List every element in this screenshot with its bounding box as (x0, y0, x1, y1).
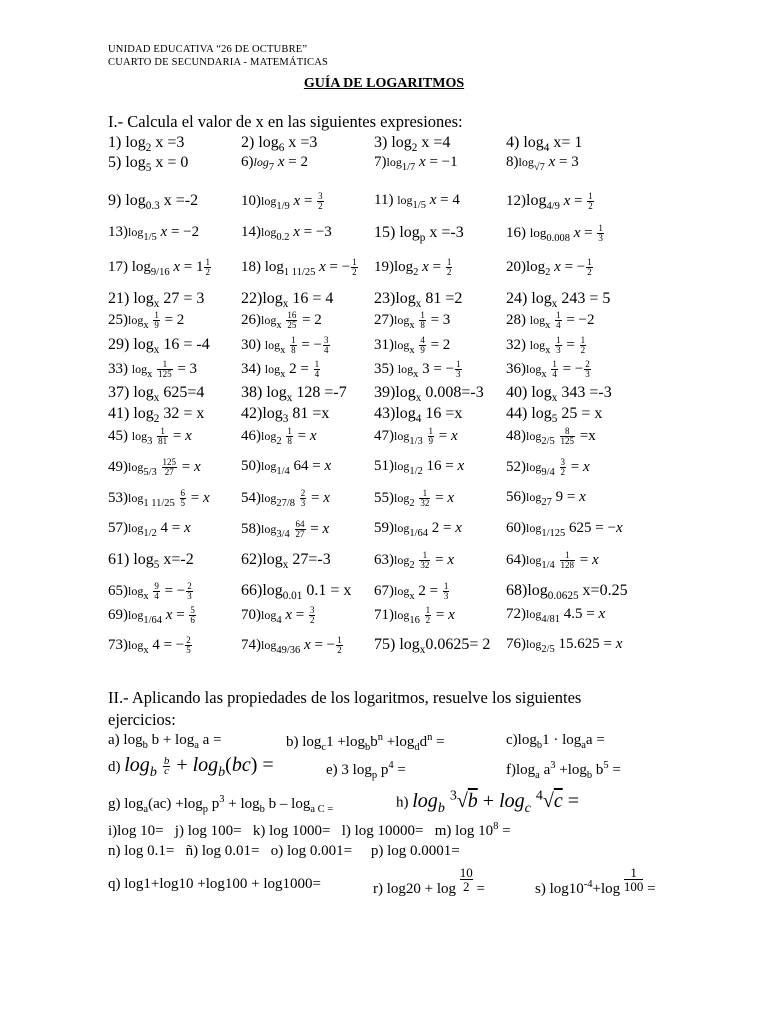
exercise-10: $10)\log_{1/9}$ x = $\frac{3}{2}$ (241, 191, 323, 212)
exercise-30: 30) $\log_x$ $\frac{1}{8}$ = − $\frac{3}{4}$ (241, 335, 329, 356)
exercise-67: $67)\log_x$ 2 = $\frac{1}{3}$ (374, 581, 449, 602)
exercise-7: $7)\log_{1/7}$ x = −1 (374, 154, 458, 173)
exercise-73: $73)\log_x$ 4 = − $\frac{2}{5}$ (108, 635, 191, 656)
exercise-24: 24) $\log_x 243 = 5$ (506, 290, 611, 311)
exercise-h: h) $\log_b ^3√b + \log_c ^4√c$ = (396, 788, 580, 816)
exercise-f: $f)\log_a$ $a^3 +\log_b$ $b^5$ = (506, 760, 621, 781)
exercise-45: 45) $\log_3$ $\frac{1}{81}$ = x (108, 426, 192, 447)
exercise-9: 9) $\log_{0.3} x =-2$ (108, 192, 199, 213)
exercise-5: 5) $\log_5 x = 0$ (108, 154, 189, 175)
exercise-58: $58)\log_{3/4}$ $\frac{64}{27}$ = x (241, 519, 330, 540)
exercise-16: 16) $\log_{0.008} x$ = $\frac{1}{3}$ (506, 223, 603, 244)
course-name: CUARTO DE SECUNDARIA - MATEMÁTICAS (108, 57, 329, 68)
exercise-18: 18) $\log_{1 11/25} x$ = − $\frac{1}{2}$ (241, 257, 357, 278)
exercise-32: 32) $\log_x$ $\frac{1}{3}$ = $\frac{1}{2}$ (506, 335, 586, 356)
exercise-13: $13)\log_{1/5}$ x = −2 (108, 224, 200, 243)
exercise-55: $55)\log_2$ $\frac{1}{32}$ = x (374, 488, 454, 509)
exercise-q: q) log1+log10 +log100 + log1000= (108, 876, 322, 892)
exercise-71: $71)\log_{16}$ $\frac{1}{2}$ = x (374, 605, 455, 626)
exercise-1: 1) $\log_2 x =3$ (108, 134, 185, 155)
exercise-41: 41) $\log_2 32 = x$ (108, 405, 205, 426)
exercise-38: 38) $\log_x 128 =-7$ (241, 384, 347, 405)
exercise-60: $60)\log_{1/125}$ 625 = −x (506, 520, 623, 539)
exercise-31: $31)\log_x$ $\frac{4}{9}$ = 2 (374, 335, 451, 356)
exercise-17: 17) $\log_{9/16} x = 1$ $\frac{1}{2}$ (108, 257, 210, 278)
exercise-d: d) $\log_b$ $\frac{b}{c}$ + $\log_b(bc)$ = (108, 754, 274, 780)
exercise-39: $39)\log_x$ 0.008=-3 (374, 384, 484, 405)
exercise-a: a) $\log_b b + \log_a a$ = (108, 732, 222, 751)
exercise-line-gh (108, 788, 580, 816)
exercise-52: $52)\log_{9/4}$ $\frac{3}{2}$ = x (506, 457, 590, 478)
exercise-69: $69)\log_{1/64}$ x = $\frac{5}{6}$ (108, 605, 195, 626)
exercise-48: $48)\log_{2/5}$ $\frac{8}{125}$ =x (506, 426, 596, 447)
exercise-37: 37) $\log_x 625=4$ (108, 384, 205, 405)
exercise-51: $51)\log_{1/2}$ 16 = x (374, 458, 465, 477)
school-name: UNIDAD EDUCATIVA “26 DE OCTUBRE” (108, 44, 308, 55)
exercise-53: $53)\log_{1 11/25}$ $\frac{6}{5}$ = x (108, 488, 210, 509)
exercise-20: $20)\log_2$ x = − $\frac{1}{2}$ (506, 257, 592, 278)
exercise-70: $70)\log_4$ x = $\frac{3}{2}$ (241, 605, 315, 626)
exercise-14: $14)\log_{0.2}$ x = −3 (241, 224, 332, 243)
exercise-49: $49)\log_{5/3}$ $\frac{125}{27}$ = x (108, 457, 201, 478)
exercise-25: $25)\log_x$ $\frac{1}{9}$ = 2 (108, 310, 185, 331)
exercise-g: g) $\log_a(ac) +\log_p$ $p^3 + \log_b b - \log_{a C =}$ (108, 794, 334, 815)
exercise-line-n-p (108, 843, 460, 860)
exercise-42: $42)\log_3$ 81 =x (241, 405, 330, 426)
exercise-line-i-m (108, 821, 511, 840)
section-2-heading: II.- Aplicando las propiedades de los logaritmos, resuelve los siguientes (108, 688, 582, 707)
exercise-65: $65)\log_x$ $\frac{9}{4}$ = − $\frac{2}{3}$ (108, 581, 192, 602)
exercise-23: $23)\log_x$ 81 =2 (374, 290, 463, 311)
exercise-64: $64)\log_{1/4}$ $\frac{1}{128}$ = x (506, 550, 599, 571)
exercise-47: $47)\log_{1/3}$ $\frac{1}{9}$ = x (374, 426, 458, 447)
exercise-59: $59)\log_{1/64}$ 2 = x (374, 520, 462, 539)
exercise-36: $36)\log_x$ $\frac{1}{4}$ = − $\frac{2}{3}$ (506, 359, 590, 380)
exercise-26: $26)\log_x$ $\frac{16}{25}$ = 2 (241, 310, 322, 331)
exercise-c: $c)\log_b1 \cdot \log_aa$ = (506, 732, 605, 751)
exercise-29: 29) $\log_x 16 = -4$ (108, 336, 210, 357)
exercise-68: $68)\log_{0.0625}$ x=0.25 (506, 582, 628, 603)
exercise-66: $66)\log_{0.01}$ 0.1 = x (241, 582, 352, 603)
exercise-46: $46)\log_2$ $\frac{1}{8}$ = x (241, 426, 317, 447)
exercise-75: 75) $\log_x0.0625= 2$ (374, 636, 491, 657)
exercise-61: 61) $\log_5 x=-2$ (108, 551, 194, 572)
exercise-line-q-s (108, 865, 656, 897)
exercise-56: $56)\log_{27}$ 9 = x (506, 489, 586, 508)
section-2-heading-cont: ejercicios: (108, 710, 176, 729)
exercise-line-abc (108, 732, 605, 753)
exercise-22: $22)\log_x$ 16 = 4 (241, 290, 334, 311)
exercise-57: $57)\log_{1/2}$ 4 = x (108, 520, 191, 539)
exercise-n-to-p: n) log 0.1= ñ) log 0.01= o) log 0.001= p) log 0.0001= (108, 843, 460, 859)
exercise-8: $8)\log_{√7}$ x = 3 (506, 154, 579, 173)
exercise-33: 33) $\log_x$ $\frac{1}{125}$ = 3 (108, 359, 198, 380)
exercise-15: 15) $\log_p x =-3$ (374, 224, 464, 245)
exercise-34: 34) $\log_x 2$ = $\frac{1}{4}$ (241, 359, 320, 380)
exercise-b: b) $\log_c1 +\log_bb^n +\log_dd^n$ = (286, 732, 445, 753)
exercise-12: $12)\log_{4/9}$ x = $\frac{1}{2}$ (506, 191, 593, 212)
exercise-40: 40) $\log_x 343 =-3$ (506, 384, 612, 405)
exercise-74: $74)\log_{49/36}$ x = − $\frac{1}{2}$ (241, 635, 342, 656)
exercise-21: 21) $\log_x 27 = 3$ (108, 290, 205, 311)
exercise-19: $19)\log_2$ x = $\frac{1}{2}$ (374, 257, 452, 278)
exercise-3: 3) $\log_2 x =4$ (374, 134, 451, 155)
exercise-s: s) $\log 10^{-4}+\log$ $\frac{1}{100}$ = (535, 865, 656, 897)
exercise-44: 44) $\log_5 25 = x$ (506, 405, 603, 426)
page-title: GUÍA DE LOGARITMOS (303, 76, 465, 91)
exercise-63: $63)\log_2$ $\frac{1}{32}$ = x (374, 550, 454, 571)
exercise-76: $76)\log_{2/5}$ 15.625 = x (506, 636, 623, 655)
exercise-43: $43)\log_4$ 16 =x (374, 405, 463, 426)
exercise-35: 35) $\log_x 3$ = − $\frac{1}{3}$ (374, 359, 461, 380)
exercise-62: $62)\log_x$ 27=-3 (241, 551, 331, 572)
exercise-6: $6)\log_7$ x = 2 (241, 154, 308, 173)
exercise-72: $72)\log_{4/81}$ 4.5 = x (506, 606, 606, 625)
exercise-50: $50)\log_{1/4}$ 64 = x (241, 458, 332, 477)
exercise-2: 2) $\log_6 x =3$ (241, 134, 318, 155)
exercise-e: e) 3 $\log_p p^4$ = (326, 760, 406, 781)
exercise-r: r) log20 + log $\frac{10}{2}$ = (373, 865, 486, 897)
exercise-28: 28) $\log_x$ $\frac{1}{4}$ = −2 (506, 310, 595, 331)
exercise-line-def (108, 754, 621, 781)
exercise-i-to-m: i)log 10= j) log 100= k) log 1000= l) log 10000= m) $\log 10^8$ = (108, 821, 511, 839)
exercise-4: 4) $\log_4 x= 1$ (506, 134, 583, 155)
exercise-11: 11) $\log_{1/5} x = 4$ (374, 192, 460, 211)
exercise-54: $54)\log_{27/8}$ $\frac{2}{3}$ = x (241, 488, 330, 509)
section-1-heading: I.- Calcula el valor de x en las siguientes expresiones: (108, 112, 463, 131)
exercise-27: $27)\log_x$ $\frac{1}{8}$ = 3 (374, 310, 451, 331)
